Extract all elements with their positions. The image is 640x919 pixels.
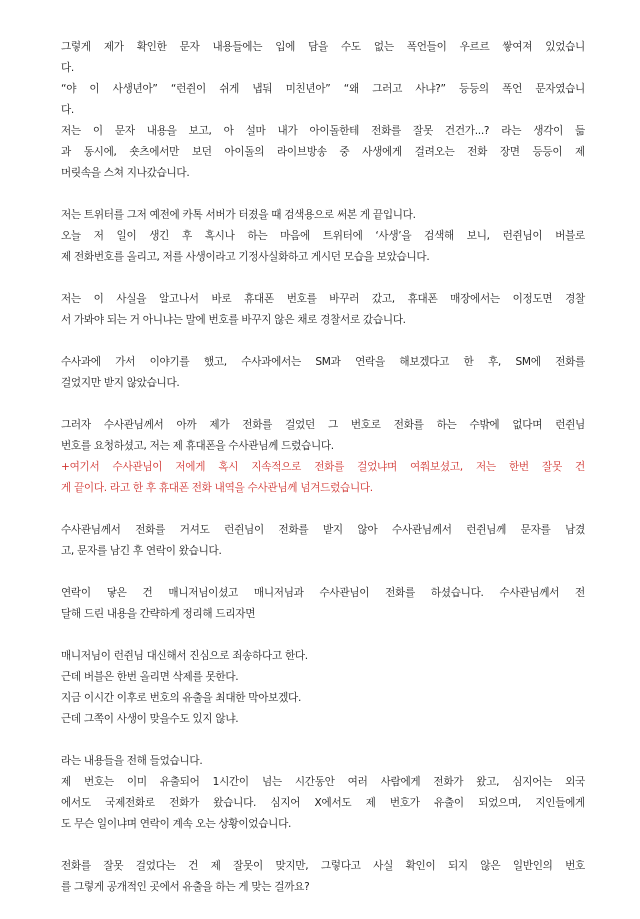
text-line: 지금 이시간 이후로 번호의 유출을 최대한 막아보겠다. <box>61 692 302 704</box>
text-line: 다. <box>61 62 75 74</box>
text-line: 저는 트위터를 그저 예전에 카톡 서버가 터졌을 때 검색용으로 써본 게 끝입니다. <box>61 209 416 221</box>
text-line: 매니저님이 런쥔님 대신해서 진심으로 죄송하다고 한다. <box>61 650 308 662</box>
paragraph <box>61 352 585 394</box>
paragraph <box>61 751 585 835</box>
paragraph <box>61 37 585 184</box>
paragraph <box>61 646 585 730</box>
paragraph <box>61 415 585 499</box>
text-line: “야 이 사생년아” “런쥔이 쉬게 냅둬 미친년아” “왜 그러고 사냐?” 등등의 폭언 문자였습니 <box>61 83 585 95</box>
text-line: 서 가봐야 되는 거 아니냐는 말에 번호를 바꾸지 않은 채로 경찰서로 갔습니다. <box>61 314 406 326</box>
text-line: 를 그렇게 공개적인 곳에서 유출을 하는 게 맞는 걸까요? <box>61 881 310 893</box>
text-line: 연락이 닿은 건 매니저님이셨고 매니저님과 수사관님이 전화를 하셨습니다. 수사관님께서 전 <box>61 587 585 599</box>
text-line: 저는 이 사실을 알고나서 바로 휴대폰 번호를 바꾸러 갔고, 휴대폰 매장에서는 이정도면 경찰 <box>61 293 585 305</box>
highlighted-text-line: 게 끝이다. 라고 한 후 휴대폰 전화 내역을 수사관님께 넘겨드렸습니다. <box>61 482 373 494</box>
paragraph <box>61 856 585 898</box>
text-line: 달해 드린 내용을 간략하게 정리해 드리자면 <box>61 608 256 620</box>
text-line: 그렇게 제가 확인한 문자 내용들에는 입에 담을 수도 없는 폭언들이 우르르 쌓여져 있었습니 <box>61 41 585 53</box>
paragraph <box>61 583 585 625</box>
text-line: 과 동시에, 숏츠에서만 보던 아이돌의 라이브방송 중 사생에게 걸려오는 전화 장면 등등이 제 <box>61 146 585 158</box>
text-line: 번호를 요청하셨고, 저는 제 휴대폰을 수사관님께 드렸습니다. <box>61 440 334 452</box>
text-line: 라는 내용들을 전해 들었습니다. <box>61 755 203 767</box>
paragraph <box>61 520 585 562</box>
text-line: 오늘 저 일이 생긴 후 혹시나 하는 마음에 트위터에 ‘사생’을 검색해 보니, 런쥔님이 버블로 <box>61 230 585 242</box>
text-line: 머릿속을 스쳐 지나갔습니다. <box>61 167 190 179</box>
text-line: 다. <box>61 104 75 116</box>
text-line: 근데 그쪽이 사생이 맞을수도 있지 않냐. <box>61 713 239 725</box>
text-line: 근데 버블은 한번 올리면 삭제를 못한다. <box>61 671 239 683</box>
text-line: 제 번호는 이미 유출되어 1시간이 넘는 시간동안 여러 사람에게 전화가 왔고, 심지어는 외국 <box>61 776 585 788</box>
document-body <box>61 37 585 919</box>
text-line: 고, 문자를 남긴 후 연락이 왔습니다. <box>61 545 222 557</box>
highlighted-text-line: +여기서 수사관님이 저에게 혹시 지속적으로 전화를 걸었냐며 여쭤보셨고, 저는 한번 잘못 건 <box>61 461 585 473</box>
text-line: 수사과에 가서 이야기를 했고, 수사과에서는 SM과 연락을 해보겠다고 한 후, SM에 전화를 <box>61 356 585 368</box>
text-line: 도 무슨 일이냐며 연락이 계속 오는 상황이었습니다. <box>61 818 292 830</box>
text-line: 수사관님께서 전화를 거셔도 런쥔님이 전화를 받지 않아 수사관님께서 런쥔님께 문자를 남겼 <box>61 524 585 536</box>
text-line: 제 전화번호를 올리고, 저를 사생이라고 기정사실화하고 게시던 모습을 보았습니다. <box>61 251 430 263</box>
text-line: 그러자 수사관님께서 아까 제가 전화를 걸었던 그 번호로 전화를 하는 수밖에 없다며 런쥔님 <box>61 419 585 431</box>
paragraph <box>61 289 585 331</box>
text-line: 전화를 잘못 걸었다는 건 제 잘못이 맞지만, 그렇다고 사실 확인이 되지 않은 일반인의 번호 <box>61 860 585 872</box>
text-line: 에서도 국제전화로 전화가 왔습니다. 심지어 X에서도 제 번호가 유출이 되었으며, 지인들에게 <box>61 797 585 809</box>
text-line: 저는 이 문자 내용을 보고, 아 설마 내가 아이돌한테 전화를 잘못 건건가...? 라는 생각이 듦 <box>61 125 585 137</box>
text-line: 걸었지만 받지 않았습니다. <box>61 377 180 389</box>
paragraph <box>61 205 585 268</box>
